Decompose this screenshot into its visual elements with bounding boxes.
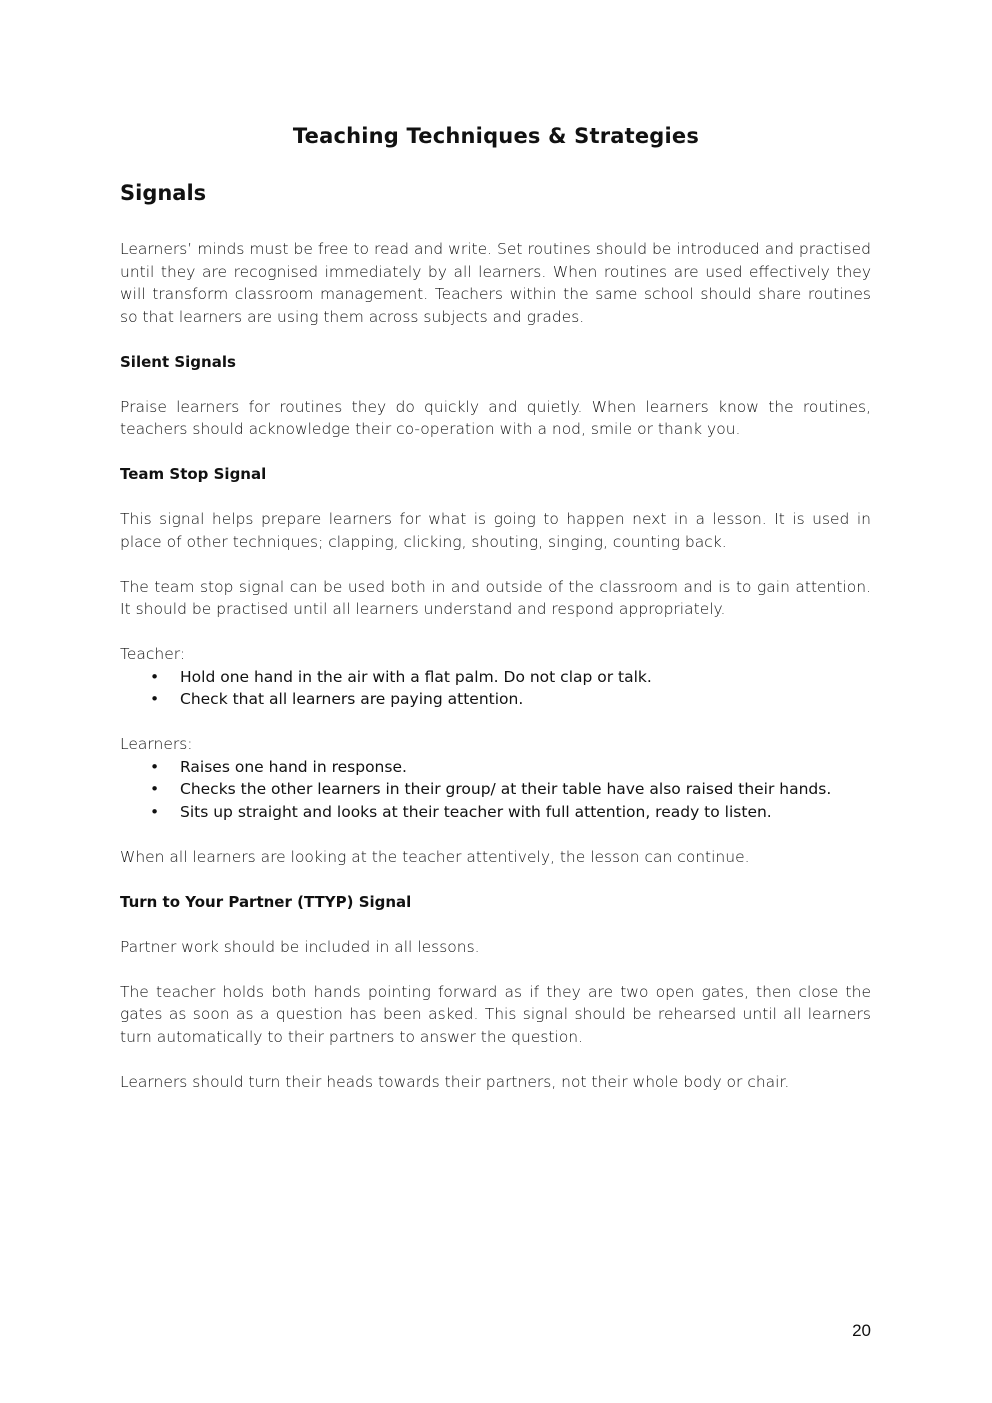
spacer (120, 208, 871, 238)
list-item-text: Raises one hand in response. (180, 757, 407, 776)
subheading-silent-signals: Silent Signals (120, 352, 236, 371)
bullet-icon: • (150, 780, 160, 798)
list-item-text: Sits up straight and looks at their teacher with full attention, ready to listen. (180, 802, 772, 821)
bullet-icon: • (150, 690, 160, 708)
bullet-icon: • (150, 667, 160, 686)
list-item (120, 666, 871, 689)
bullet-icon: • (150, 802, 160, 821)
list-item (120, 756, 871, 779)
spacer (120, 958, 871, 981)
spacer (120, 486, 871, 509)
spacer (120, 621, 871, 644)
ttyp-paragraph-1: Partner work should be included in all lessons. (120, 937, 480, 956)
learners-bullet-list (120, 756, 871, 824)
spacer (120, 868, 871, 891)
subheading-ttyp-signal: Turn to Your Partner (TTYP) Signal (120, 892, 412, 911)
teacher-bullet-list (120, 666, 871, 711)
bullet-icon: • (150, 757, 160, 776)
spacer (120, 553, 871, 576)
subheading-team-stop-signal: Team Stop Signal (120, 465, 267, 483)
ttyp-paragraph-3: Learners should turn their heads towards their partners, not their whole body or chair. (120, 1072, 790, 1091)
list-item-text: Check that all learners are paying attention. (180, 690, 524, 708)
teacher-label: Teacher: (120, 645, 186, 663)
team-stop-paragraph-2: The team stop signal can be used both in and outside of the classroom and is to gain attention. It should be practised until all learners understand and respond appropriately. (120, 577, 871, 618)
spacer (120, 913, 871, 936)
spacer (120, 373, 871, 396)
spacer (120, 711, 871, 734)
list-item (120, 778, 871, 801)
page-title: Teaching Techniques & Strategies (292, 124, 700, 148)
list-item (120, 688, 871, 711)
list-item-text: Checks the other learners in their group/ at their table have also raised their hands. (180, 780, 832, 798)
section-heading-signals: Signals (120, 181, 207, 205)
spacer (120, 823, 871, 846)
spacer (120, 441, 871, 464)
list-item-text: Hold one hand in the air with a flat palm. Do not clap or talk. (180, 667, 652, 686)
learners-label: Learners: (120, 735, 193, 753)
team-stop-closing-paragraph: When all learners are looking at the teacher attentively, the lesson can continue. (120, 847, 750, 866)
team-stop-paragraph-1: This signal helps prepare learners for what is going to happen next in a lesson. It is used in place of other techniques; clapping, clicking, shouting, singing, counting back. (120, 510, 871, 551)
spacer (120, 328, 871, 351)
document-body (120, 178, 871, 1093)
silent-signals-paragraph: Praise learners for routines they do quickly and quietly. When learners know the routines, teachers should acknowledge their co-operation with a nod, smile or thank you. (120, 397, 871, 438)
page-number: 20 (852, 1321, 871, 1340)
spacer (120, 1048, 871, 1071)
signals-intro-paragraph: Learners’ minds must be free to read and write. Set routines should be introduced and practised until they are recognised immediately by all learners. When routines are used effectively they will transform classroom management. Teachers within the same school should share routines so that learners are using them across subjects and grades. (120, 240, 871, 326)
ttyp-paragraph-2: The teacher holds both hands pointing forward as if they are two open gates, then close the gates as soon as a question has been asked. This signal should be rehearsed until all learners turn automatically to their partners to answer the question. (120, 982, 871, 1046)
list-item (120, 801, 871, 824)
